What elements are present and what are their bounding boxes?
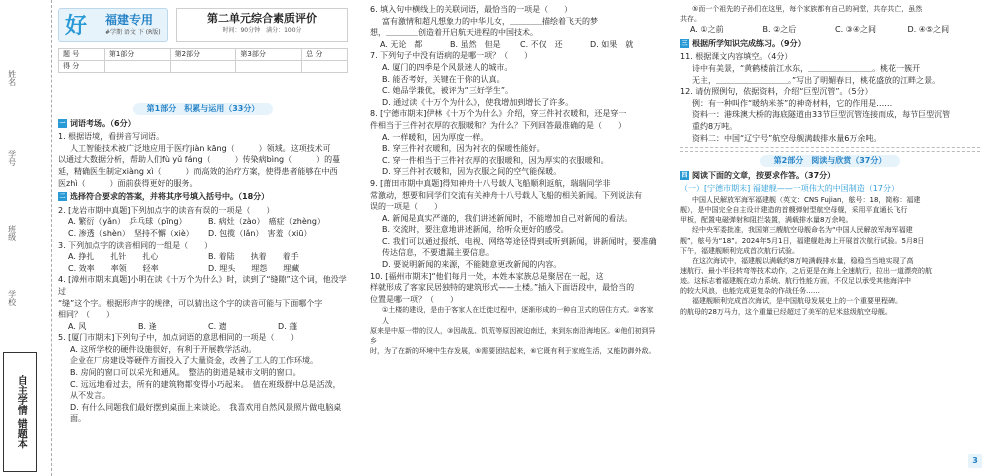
- q9-text: 常激动，想要和同学们交流有关神舟十八号载人飞船的相关新闻。下列说法有: [370, 190, 642, 200]
- logo-subtitle: #学期 语文 下 (R版): [105, 29, 161, 36]
- option[interactable]: C. 遗: [208, 321, 227, 331]
- q10-options: [680, 24, 980, 36]
- option[interactable]: B. ②之后: [762, 25, 797, 35]
- q10-text: 样就形成了客家民居独特的建筑形式——土楼。”插入下面语段中，最恰当的: [370, 283, 635, 293]
- part-1-heading: 第1部分 积累与运用（33分）: [58, 103, 348, 115]
- reading-line: 下午，福建舰顺利完成首次航行试验。: [680, 246, 799, 255]
- exam-header: [58, 8, 348, 98]
- q12-material: 资料一：港珠澳大桥的海底隧道由33节巨型沉管连接而成，每节巨型沉管: [692, 110, 951, 120]
- score-value-row: [59, 61, 348, 73]
- square-icon: 三: [681, 40, 688, 48]
- option[interactable]: A. 风: [68, 321, 87, 331]
- q1-text: 人工智能技术被广泛地应用于医疗jiàn kāng（ ）领域。这项技术可: [70, 143, 331, 153]
- column-middle: [370, 4, 660, 476]
- score-header-row: [59, 49, 348, 61]
- brand-box: 自主学情 错题本: [3, 352, 37, 472]
- class-label: 班级: [7, 225, 17, 241]
- option[interactable]: C. ③④之间: [835, 25, 877, 35]
- option[interactable]: D. 要说明新闻的来源，不能随意更改新闻的内容。: [382, 260, 562, 270]
- q2-options: [58, 216, 348, 239]
- reading-line: 舰”，舷号为“18”。2024年5月1日，福建舰赴海上开展首次航行试验。5月8日: [680, 236, 925, 245]
- square-icon: 四: [681, 172, 688, 180]
- option[interactable]: B. 房间的窗口可以采光和通风。 整洁的街道是城市文明的窗口。: [70, 368, 301, 378]
- column-left: [58, 100, 348, 476]
- option[interactable]: A. 一样暖和，因为厚度一样。: [382, 132, 489, 142]
- option[interactable]: C. 效率 率领 轻率: [68, 263, 159, 273]
- score-cell: 题 号: [59, 49, 105, 61]
- number-label: 学号: [7, 150, 17, 166]
- q10-passage: ①土楼的建设，是由于客家人在迁徙过程中，逐渐形成的一种自卫式的居住方式。②客家人: [382, 306, 654, 325]
- q10-passage: 原来是中原一带的汉人，③因战乱、饥荒等原因被迫南迁，来到东南沿海地区。④他们初到异乡: [370, 326, 656, 345]
- school-label: 学校: [7, 290, 17, 306]
- option[interactable]: A. 繁衍（yǎn） 乒乓球（pīng）: [68, 217, 187, 227]
- score-cell: 总 分: [302, 49, 348, 61]
- option[interactable]: B. 交流时，要注意地讲述新闻，给听众更好的感受。: [382, 225, 569, 235]
- option[interactable]: D. 如果 就: [590, 39, 634, 49]
- option[interactable]: A. ①之前: [690, 25, 724, 35]
- q8-text: 件相当于三件衬衣厚的衣服暖和？为什么？下列回答最准确的是（ ）: [370, 120, 626, 130]
- section-1-heading: 一 词语考场。（6分）: [59, 118, 136, 128]
- divider: [680, 147, 980, 148]
- question-2: 2. [龙岩市期中真题]下列加点字的读音有误的一项是（ ）: [58, 205, 275, 215]
- option[interactable]: A. 新闻是真实严谨的，我们讲述新闻时，不能增加自己对新闻的看法。: [382, 213, 633, 223]
- section-2-heading: 二 选择符合要求的答案，并将其序号填入括号中。（18分）: [59, 192, 270, 202]
- q4-options: [58, 321, 348, 333]
- option[interactable]: B. 着陆 执着 着手: [208, 252, 299, 262]
- score-table: [58, 48, 348, 73]
- question-3: 3. 下列加点字的读音相同的一组是（ ）: [58, 240, 213, 250]
- reading-line: 速航行、最小半径转弯等技术动作，之后更是在海上全速航行，拉出一道漂亮的航: [680, 266, 932, 275]
- option[interactable]: C. 远远地看过去，所有的建筑物都变得小巧起来。 值在班级群中总是活泼，从不发言。: [70, 379, 341, 401]
- question-8: 8. [宁德市期末]伊林《十万个为什么》介绍，穿三件衬衣暖和，还是穿一: [370, 109, 627, 119]
- q12-example: 例：有一种叫作“暖纳米茶”的神奇材料，它的作用是……: [692, 98, 893, 108]
- column-right: [680, 4, 980, 476]
- reading-title: （一）[宁德市期末] 福建舰——一项伟大的中国制造（17分）: [680, 184, 899, 194]
- page-title: 第二单元综合素质评价: [207, 12, 317, 25]
- option[interactable]: A. 挣扎 扎针 扎心: [68, 252, 159, 262]
- question-1: 1. 根据语境，看拼音写词语。: [58, 132, 165, 142]
- part-2-heading: 第2部分 阅读与欣赏（37分）: [680, 155, 980, 167]
- reading-line: 的较大风浪，也能完成更复杂的作战任务……: [680, 287, 820, 296]
- reading-line: 的航母的28万马力，这个重量已经超过了美军的尼米兹级航空母舰。: [680, 307, 892, 316]
- option[interactable]: A. 厦门的四季是个风景迷人的城市。: [382, 62, 513, 72]
- reading-line: 甲板，配置电磁弹射和阻拦装置，满载排水量8万余吨。: [680, 216, 853, 225]
- divider: [680, 151, 980, 152]
- q3-options: [58, 251, 348, 274]
- q1-text: 医zhì（ ）面前获得更好的服务。: [58, 178, 198, 188]
- q10-text: 位置是哪一项？（ ）: [370, 294, 458, 304]
- option[interactable]: C. 她品学兼优，被评为“三好学生”。: [382, 86, 513, 96]
- q5-text: 企业在厂房建设等硬件方面投入了大量资金，改善了工人的工作环境。: [70, 356, 318, 366]
- q11-text: 诗中有美景，“黄鹤楼前江水东，＿＿＿＿＿＿＿＿。桃花一簇开: [692, 64, 921, 74]
- option[interactable]: C. 穿一件相当于三件衬衣厚的衣服暖和，因为厚实的衣服暖和。: [382, 155, 609, 165]
- question-9: 9. [莆田市期中真题]得知神舟十八号载人飞船顺利返航，瑞瑞同学非: [370, 178, 611, 188]
- q10-passage: 共存。: [680, 15, 701, 24]
- score-cell: 得 分: [59, 61, 105, 73]
- q12-material: 重约8万吨。: [692, 122, 738, 132]
- q11-text: 无主，＿＿＿＿＿＿＿＿＿。”写出了明媚春日，桃花盛放的江畔之景。: [692, 75, 941, 85]
- score-cell: 第1部分: [104, 49, 170, 61]
- score-input[interactable]: [302, 61, 348, 73]
- logo-mark: 好: [65, 13, 88, 39]
- q10-passage: 时，为了在新的环境中生存发展，⑤需要团结起来，⑥它既有利于家庭生活，又能防御外敌。: [370, 347, 656, 355]
- option[interactable]: B. 病灶（zào） 癌症（zhèng）: [208, 217, 325, 227]
- option[interactable]: B. 虽然 但是: [450, 39, 501, 49]
- logo-region: 福建专用: [105, 13, 154, 27]
- score-cell: 第3部分: [236, 49, 302, 61]
- question-5: 5. [厦门市期末]下列句子中，加点词语的意思相同的一项是（ ）: [58, 333, 299, 343]
- option[interactable]: D. 埋头 埋怨 埋藏: [208, 263, 300, 273]
- score-cell: 第2部分: [170, 49, 236, 61]
- square-icon: 一: [59, 119, 66, 127]
- section-3-heading: 三 根据所学知识完成练习。（9分）: [681, 38, 806, 48]
- option[interactable]: C. 我们可以通过报纸、电视、网络等途径得到或听到新闻，讲新闻时，要准确: [382, 236, 657, 246]
- option[interactable]: A. 无论 都: [380, 39, 423, 49]
- title-box: [176, 8, 348, 42]
- question-7: 7. 下列句子中没有语病的是哪一项？（ ）: [370, 51, 533, 61]
- score-input[interactable]: [236, 61, 302, 73]
- option[interactable]: B. 逢: [138, 321, 157, 331]
- question-12: 12. 请仿照例句，依据资料，介绍“巨型沉管”。（5分）: [680, 87, 873, 97]
- option[interactable]: B. 穿三件衬衣暖和，因为衬衣的保暖性能好。: [382, 144, 545, 154]
- square-icon: 二: [59, 193, 66, 201]
- q1-text: 延，精确医生制定xiàng xì（ ）而高效的治疗方案，使得患者能够在中西: [58, 166, 338, 176]
- page-number: 3: [968, 454, 982, 468]
- question-6: 6. 填入句中横线上的关联词语，最恰当的一项是（ ）: [370, 5, 573, 14]
- score-input[interactable]: [170, 61, 236, 73]
- question-4: 4. [漳州市期末真题]小明在读《十万个为什么》时，读到了“缝隙”这个词，他没学过: [58, 275, 347, 296]
- option[interactable]: D. 包揽（lǎn） 害羞（xiū）: [208, 228, 312, 238]
- option[interactable]: A. 这所学校的硬件设施很好，有利于开展教学活动。: [70, 344, 257, 354]
- q4-text: 相同？（ ）: [58, 310, 114, 320]
- q6-options: [370, 39, 660, 51]
- logo: [58, 8, 168, 42]
- reading-line: 迹。这标志着福建舰在动力系统、航行性能方面，不仅足以承受其他海洋中: [680, 277, 911, 286]
- q10-passage: ⑤而一个祖先的子孙们在这里，每个家族都有自己的祠堂，共存共亡，虽然: [692, 5, 923, 13]
- option[interactable]: B. 能否考好，关键在于你的认真。: [382, 74, 505, 84]
- q9-text: 传达信息，不要遗漏主要信息。: [382, 248, 494, 258]
- option[interactable]: D. 有什么同题我们最好摆到桌面上来谈论。 我喜欢用自然风景照片做电脑桌面。: [70, 402, 342, 424]
- option[interactable]: D. 穿三件衬衣暖和，因为衣服之间的空气能保暖。: [382, 167, 562, 177]
- option[interactable]: C. 不仅 还: [520, 39, 563, 49]
- section-4-heading: 四 阅读下面的文章，按要求作答。（37分）: [681, 170, 836, 180]
- option[interactable]: C. 渗透（shèn） 坚持不懈（xiè）: [68, 228, 194, 238]
- reading-line: 在这次海试中，福建舰以满载约8万吨满载排水量，稳稳当当地实现了高: [692, 256, 914, 265]
- name-label: 姓名: [7, 70, 17, 86]
- reading-line: 经中央军委批准，我国第三艘航空母舰命名为“中国人民解放军海军福建: [692, 226, 913, 235]
- exam-meta: 时间：90分钟 满分：100分: [222, 26, 302, 34]
- binding-strip: [0, 0, 52, 476]
- q1-text: 以通过大数据分析，帮助人们fù yǔ fáng（ ）传染病bìng（ ）的蔓: [58, 155, 341, 165]
- score-input[interactable]: [104, 61, 170, 73]
- reading-line: 福建舰顺利完成首次海试，是中国航母发展史上的一个重要里程碑。: [692, 297, 902, 306]
- question-10: 10. [福州市期末]“他们每月一处，本姓本家族总是聚居在一起，这: [370, 271, 604, 281]
- option[interactable]: D. 通过读《十万个为什么》，使我增加到增长了许多。: [382, 97, 574, 107]
- option[interactable]: D. ④⑤之间: [907, 25, 950, 35]
- reading-line: 中国人民解放军海军福建舰（英文：CNS Fujian，舷号：18，简称：福建: [692, 196, 921, 204]
- q12-material: 资料二：中国“辽宁号”航空母舰满载排水量6万余吨。: [692, 133, 882, 143]
- q6-text: 富有激情和超凡想象力的中华儿女，＿＿＿＿描绘着飞天的梦: [382, 16, 598, 26]
- q4-text: “缝”这个字。根据形声字的规律，可以猜出这个字的读音可能与下面哪个字: [58, 298, 323, 308]
- question-11: 11. 根据课文内容填空。（4分）: [680, 52, 793, 62]
- reading-line: 舰），是中国完全自主设计建造的首艘弹射型航空母舰，采用平直通长飞行: [680, 206, 908, 215]
- q9-text: 误的一项是（ ）: [370, 202, 442, 212]
- option[interactable]: D. 蓬: [278, 321, 298, 331]
- q6-text: 想，＿＿＿＿创造着开启航天进程的中国技术。: [370, 28, 538, 38]
